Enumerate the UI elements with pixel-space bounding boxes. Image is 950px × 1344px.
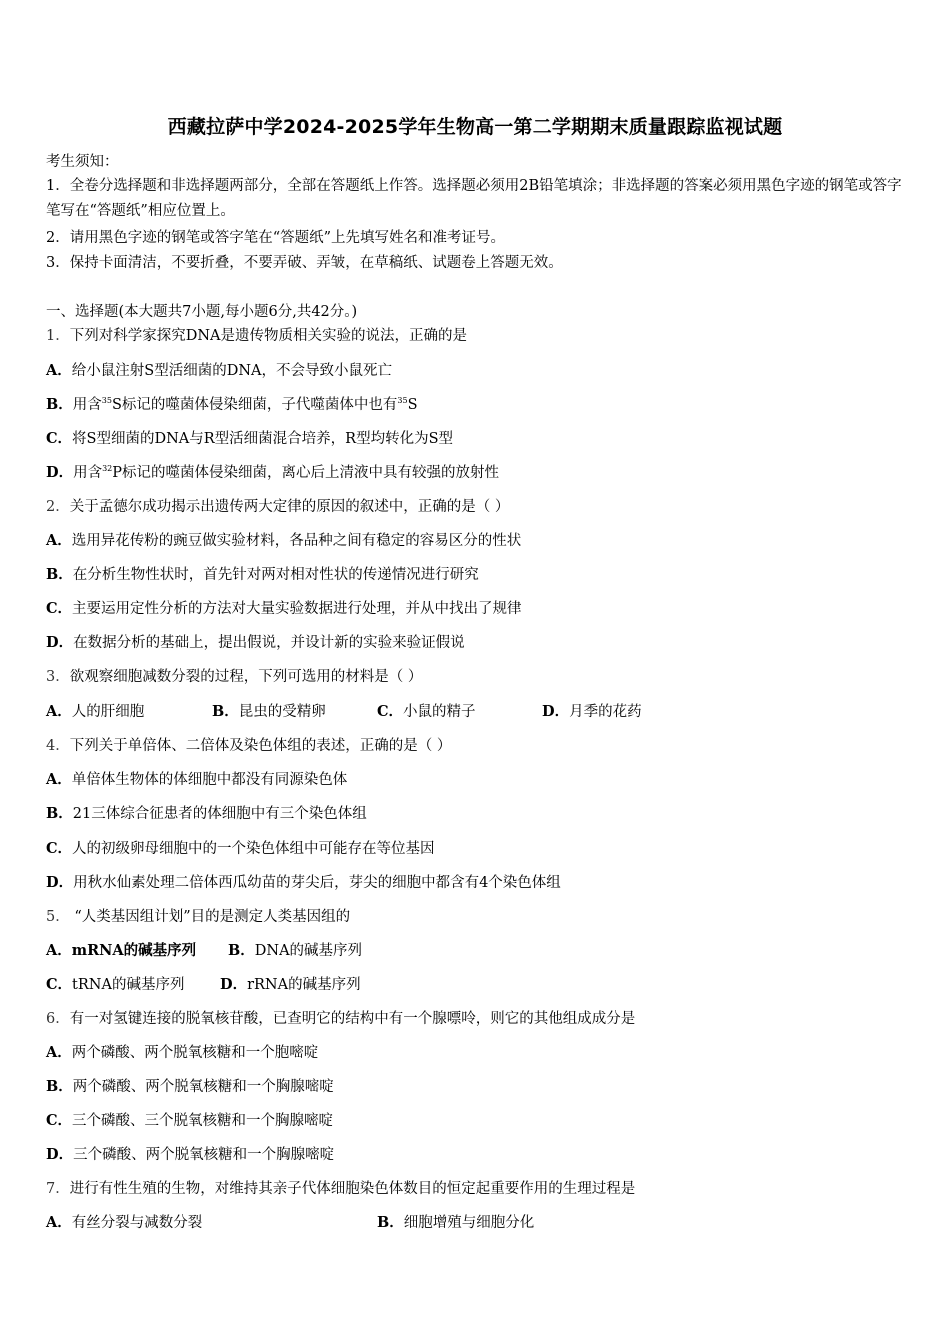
option-text: 选用异花传粉的豌豆做实验材料，各品种之间有稳定的容易区分的性状 bbox=[71, 533, 522, 549]
option-key: C． bbox=[377, 703, 404, 720]
option-key: C． bbox=[46, 840, 73, 857]
question-1-option-d bbox=[46, 463, 499, 483]
option-key: A． bbox=[46, 532, 72, 549]
superscript: 35 bbox=[101, 396, 112, 405]
option-key: D． bbox=[542, 703, 570, 720]
question-number: 2． bbox=[46, 499, 70, 515]
option-key: B． bbox=[212, 703, 239, 720]
option-text-pre: 用含 bbox=[72, 397, 102, 413]
question-7-option-a bbox=[46, 1213, 202, 1233]
option-text: 两个磷酸、两个脱氧核糖和一个胸腺嘧啶 bbox=[72, 1079, 334, 1095]
question-1 bbox=[46, 326, 467, 346]
question-7-option-b bbox=[377, 1213, 534, 1233]
question-1-option-c bbox=[46, 429, 453, 449]
option-key: C． bbox=[46, 976, 73, 993]
option-text-mid: S标记的噬菌体侵染细菌，子代噬菌体中也有 bbox=[111, 397, 398, 413]
option-text: 单倍体生物体的体细胞中都没有同源染色体 bbox=[71, 772, 348, 788]
option-text: 将S型细菌的DNA与R型活细菌混合培养，R型均转化为S型 bbox=[72, 431, 454, 447]
option-key: C． bbox=[46, 600, 73, 617]
option-text: 用秋水仙素处理二倍体西瓜幼苗的芽尖后，芽尖的细胞中都含有4个染色体组 bbox=[73, 875, 561, 891]
question-number: 7． bbox=[46, 1181, 70, 1197]
question-stem: 下列关于单倍体、二倍体及染色体组的表述，正确的是（ ） bbox=[69, 738, 452, 754]
question-4-option-c bbox=[46, 839, 435, 859]
option-text: 21三体综合征患者的体细胞中有三个染色体组 bbox=[72, 806, 367, 822]
option-text: mRNA的碱基序列 bbox=[71, 942, 197, 959]
question-number: 1． bbox=[46, 328, 70, 344]
question-number: 4． bbox=[46, 738, 70, 754]
option-text: 人的初级卵母细胞中的一个染色体组中可能存在等位基因 bbox=[72, 841, 435, 857]
question-stem: 欲观察细胞减数分裂的过程，下列可选用的材料是（ ） bbox=[69, 669, 423, 685]
question-number: 6． bbox=[46, 1011, 70, 1027]
question-6-option-c bbox=[46, 1111, 333, 1131]
option-text-pre: 用含 bbox=[73, 465, 103, 481]
option-text: 有丝分裂与减数分裂 bbox=[71, 1215, 203, 1231]
option-text-post: S bbox=[407, 397, 418, 413]
option-text: 三个磷酸、三个脱氧核糖和一个胸腺嘧啶 bbox=[72, 1113, 334, 1129]
question-2-option-c bbox=[46, 599, 522, 619]
option-key: B． bbox=[228, 942, 255, 959]
option-key: B． bbox=[46, 396, 73, 413]
superscript: 32 bbox=[102, 464, 113, 473]
question-3-option-b bbox=[212, 702, 326, 722]
question-stem: 进行有性生殖的生物，对维持其亲子代体细胞染色体数目的恒定起重要作用的生理过程是 bbox=[69, 1181, 636, 1197]
option-key: B． bbox=[377, 1214, 404, 1231]
option-text: tRNA的碱基序列 bbox=[72, 977, 185, 993]
question-3 bbox=[46, 667, 422, 687]
option-key: D． bbox=[46, 1146, 74, 1163]
option-text: DNA的碱基序列 bbox=[254, 943, 363, 959]
question-4-option-a bbox=[46, 770, 347, 790]
question-4-option-d bbox=[46, 873, 561, 893]
option-key: D． bbox=[46, 634, 74, 651]
option-text: 昆虫的受精卵 bbox=[238, 704, 326, 720]
question-number: 3． bbox=[46, 669, 70, 685]
option-text: rRNA的碱基序列 bbox=[247, 977, 361, 993]
question-2 bbox=[46, 497, 509, 517]
question-6-option-a bbox=[46, 1043, 318, 1063]
option-key: D． bbox=[220, 976, 248, 993]
option-key: C． bbox=[46, 430, 73, 447]
option-text: 人的肝细胞 bbox=[71, 704, 145, 720]
question-4-option-b bbox=[46, 804, 367, 824]
section-heading: 一、选择题(本大题共7小题,每小题6分,共42分。) bbox=[46, 304, 358, 320]
question-1-option-a bbox=[46, 361, 392, 381]
question-5-option-b bbox=[228, 941, 362, 961]
option-text: 三个磷酸、两个脱氧核糖和一个胸腺嘧啶 bbox=[73, 1147, 335, 1163]
question-7 bbox=[46, 1179, 635, 1199]
question-1-option-b bbox=[46, 395, 418, 415]
question-3-option-c bbox=[377, 702, 476, 722]
question-6-option-d bbox=[46, 1145, 334, 1165]
page-title: 西藏拉萨中学2024-2025学年生物高一第二学期期末质量跟踪监视试题 bbox=[167, 116, 783, 138]
superscript: 35 bbox=[397, 396, 408, 405]
option-text: 小鼠的精子 bbox=[403, 704, 476, 720]
question-number: 5． bbox=[46, 909, 70, 925]
option-key: A． bbox=[46, 942, 72, 959]
option-key: A． bbox=[46, 1214, 72, 1231]
question-stem: 有一对氢键连接的脱氧核苷酸，已查明它的结构中有一个腺嘌呤，则它的其他组成成分是 bbox=[69, 1011, 636, 1027]
option-text: 主要运用定性分析的方法对大量实验数据进行处理，并从中找出了规律 bbox=[72, 601, 522, 617]
question-6 bbox=[46, 1009, 635, 1029]
option-key: A． bbox=[46, 703, 72, 720]
question-5-option-d bbox=[220, 975, 361, 995]
question-5-option-c bbox=[46, 975, 184, 995]
question-5-option-a bbox=[46, 941, 196, 961]
option-text: 给小鼠注射S型活细菌的DNA，不会导致小鼠死亡 bbox=[71, 363, 392, 379]
question-stem: 关于孟德尔成功揭示出遗传两大定律的原因的叙述中，正确的是（ ） bbox=[69, 499, 510, 515]
option-key: C． bbox=[46, 1112, 73, 1129]
option-key: A． bbox=[46, 1044, 72, 1061]
option-key: D． bbox=[46, 464, 74, 481]
option-key: D． bbox=[46, 874, 74, 891]
option-key: B． bbox=[46, 566, 73, 583]
question-2-option-a bbox=[46, 531, 521, 551]
option-key: A． bbox=[46, 362, 72, 379]
question-2-option-d bbox=[46, 633, 465, 653]
notice-item-3: 3．保持卡面清洁，不要折叠，不要弄破、弄皱，在草稿纸、试题卷上答题无效。 bbox=[46, 255, 563, 271]
question-stem: “人类基因组计划”目的是测定人类基因组的 bbox=[69, 909, 351, 925]
question-stem: 下列对科学家探究DNA是遗传物质相关实验的说法，正确的是 bbox=[69, 328, 468, 344]
question-3-option-a bbox=[46, 702, 144, 722]
question-4 bbox=[46, 736, 451, 756]
option-text-mid: P标记的噬菌体侵染细菌，离心后上清液中具有较强的放射性 bbox=[112, 465, 500, 481]
option-key: B． bbox=[46, 1078, 73, 1095]
notice-item-2: 2．请用黑色字迹的钢笔或答字笔在“答题纸”上先填写姓名和准考证号。 bbox=[46, 230, 506, 246]
option-key: B． bbox=[46, 805, 73, 822]
option-text: 月季的花药 bbox=[569, 704, 642, 720]
option-key: A． bbox=[46, 771, 72, 788]
notice-heading: 考生须知： bbox=[46, 154, 119, 170]
question-3-option-d bbox=[542, 702, 642, 722]
question-2-option-b bbox=[46, 565, 479, 585]
option-text: 在分析生物性状时，首先针对两对相对性状的传递情况进行研究 bbox=[72, 567, 479, 583]
option-text: 两个磷酸、两个脱氧核糖和一个胞嘧啶 bbox=[71, 1045, 319, 1061]
question-6-option-b bbox=[46, 1077, 334, 1097]
option-text: 细胞增殖与细胞分化 bbox=[403, 1215, 535, 1231]
question-5 bbox=[46, 907, 350, 927]
option-text: 在数据分析的基础上，提出假说，并设计新的实验来验证假说 bbox=[73, 635, 465, 651]
notice-item-1: 1．全卷分选择题和非选择题两部分，全部在答题纸上作答。选择题必须用2B铅笔填涂；非选择题的答案必须用黑色字迹的钢笔或答字笔写在“答题纸”相应位置上。 bbox=[46, 178, 902, 219]
